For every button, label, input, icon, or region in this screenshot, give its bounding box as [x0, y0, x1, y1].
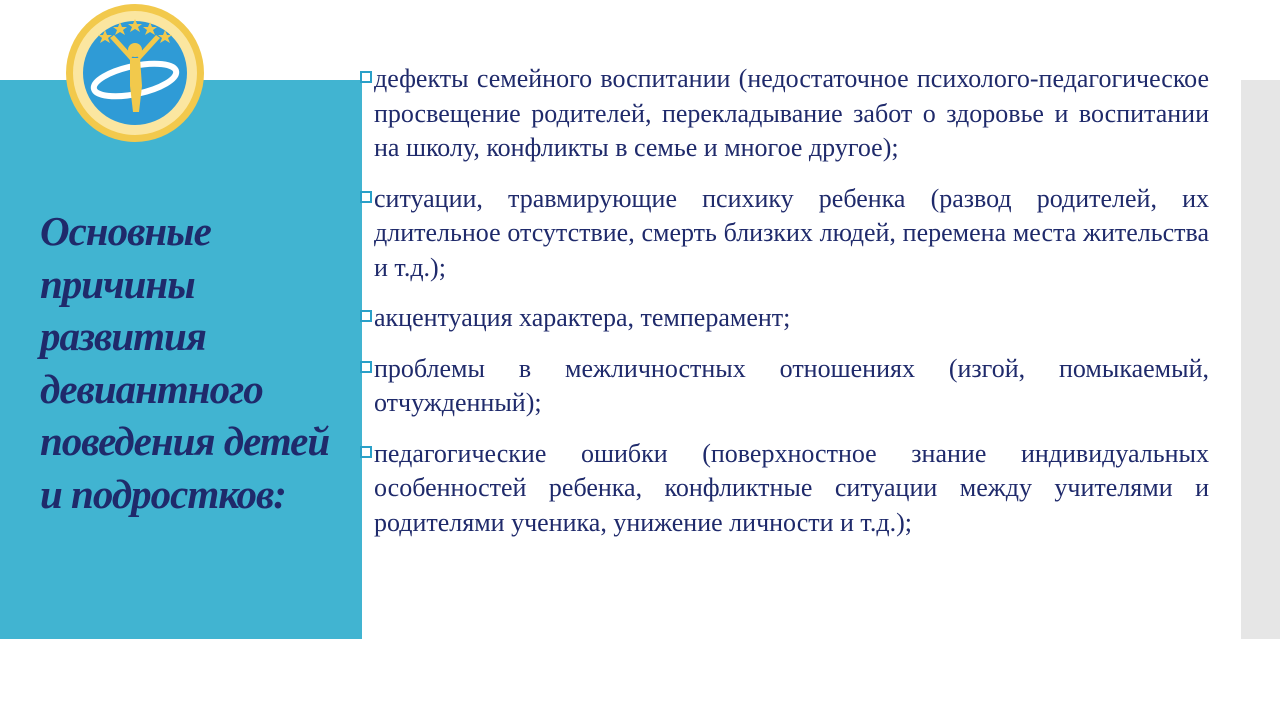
hollow-square-bullet-icon [360, 310, 372, 322]
hollow-square-bullet-icon [360, 446, 372, 458]
list-item-text: дефекты семейного воспитании (недостаточное психолого-педагогическое просвещение родителей, перекладывание забот о здоровье и воспитании на школу, конфликты в семье и многое другое); [374, 64, 1209, 162]
list-item [356, 182, 1209, 286]
bullet-list [356, 62, 1209, 556]
institute-emblem-icon [60, 2, 210, 144]
right-decorative-strip [1241, 80, 1280, 639]
slide-title: Основные причины развития девиантного поведения детей и подростков: [40, 208, 330, 517]
list-item-text: ситуации, травмирующие психику ребенка (развод родителей, их длительное отсутствие, смерть близких людей, перемена места жительства и т.д.); [374, 183, 1209, 282]
list-item [356, 301, 1209, 336]
list-item-text: акцентуация характера, темперамент; [374, 303, 791, 332]
hollow-square-bullet-icon [360, 71, 372, 83]
hollow-square-bullet-icon [360, 191, 372, 203]
hollow-square-bullet-icon [360, 361, 372, 373]
list-item-text: педагогические ошибки (поверхностное знание индивидуальных особенностей ребенка, конфликтные ситуации между учителями и родителями ученика, унижение личности и т.д.); [374, 438, 1209, 537]
list-item-text: проблемы в межличностных отношениях (изгой, помыкаемый, отчужденный); [374, 353, 1209, 417]
list-item [356, 352, 1209, 421]
list-item [356, 437, 1209, 541]
list-item [356, 62, 1209, 166]
